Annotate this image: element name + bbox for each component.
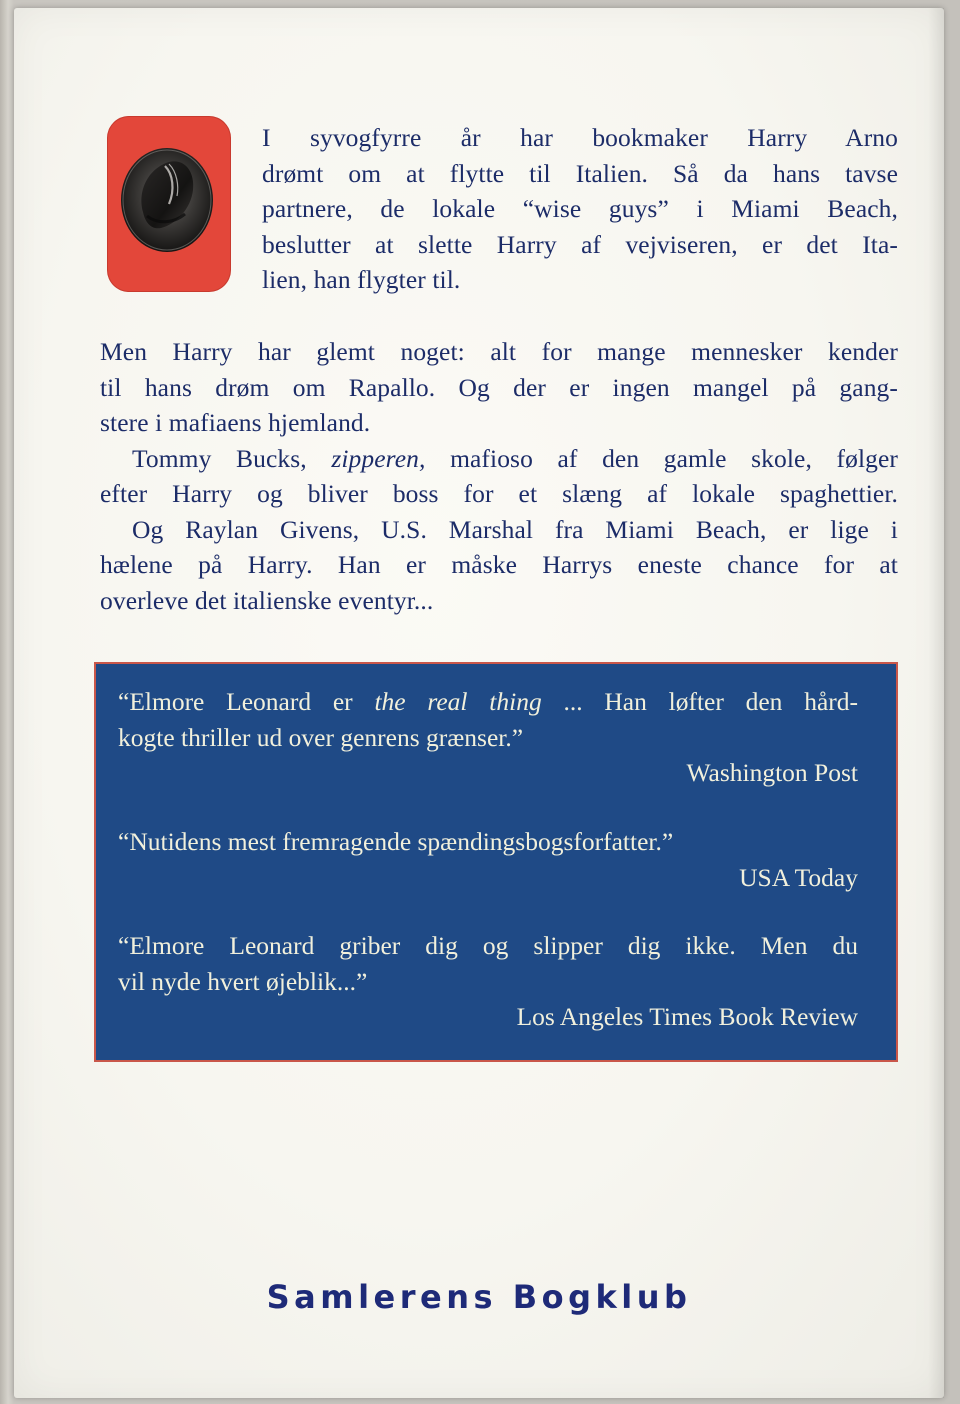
intro-line: partnere, de lokale “wise guys” i Miami Beach, [262,194,898,223]
quote-line: vil nyde hvert øjeblik...” [118,966,368,996]
intro-paragraph [262,120,898,298]
quote-line: “Nutidens mest fremragende spændingsbogsforfatter.” [118,827,674,856]
cover-edge-shadow [928,8,944,1398]
body-italic-text: zipperen, [331,443,426,473]
quote-text: ... Han løfter den hård- [541,687,859,716]
publisher-name: Samlerens Bogklub [266,1278,692,1316]
review-quotes-box [94,662,898,1062]
book-back-cover [14,8,944,1398]
body-line [100,441,898,477]
body-line: til hans drøm om Rapallo. Og der er ingen mangel på gang- [100,372,898,402]
body-line: stere i mafiaens hjemland. [100,408,371,437]
body-text: Tommy Bucks, [132,443,332,473]
hat-illustration [107,116,231,292]
body-line: efter Harry og bliver boss for et slæng af lokale spaghettier. [100,479,898,508]
quote-text: “Elmore Leonard er [118,687,375,716]
quote-italic-text: the real thing [374,687,542,716]
body-line: hælene på Harry. Han er måske Harrys eneste chance for at [100,550,898,579]
review-quote [118,928,858,1035]
intro-line: drømt om at flytte til Italien. Så da hans tavse [262,158,898,188]
quote-source: Washington Post [686,758,858,787]
quote-line [118,684,858,720]
body-line: Men Harry har glemt noget: alt for mange mennesker kender [100,337,898,366]
intro-line: lien, han flygter til. [262,265,461,294]
body-line: overleve det italienske eventyr... [100,585,434,615]
body-text: mafioso af den gamle skole, følger [425,443,898,473]
review-quote [118,684,858,791]
review-quote [118,824,858,895]
intro-line: I syvogfyrre år har bookmaker Harry Arno [262,123,898,152]
fedora-hat-icon [107,116,231,292]
quote-line: “Elmore Leonard griber dig og slipper dig ikke. Men du [118,931,858,960]
intro-line: beslutter at slette Harry af vejviseren, er det Ita- [262,229,898,259]
body-line: Og Raylan Givens, U.S. Marshal fra Miami Beach, er lige i [132,514,898,544]
synopsis-body [100,334,898,618]
quote-source: Los Angeles Times Book Review [516,1002,858,1031]
quote-source: USA Today [739,862,858,892]
quote-line: kogte thriller ud over genrens grænser.” [118,722,524,752]
